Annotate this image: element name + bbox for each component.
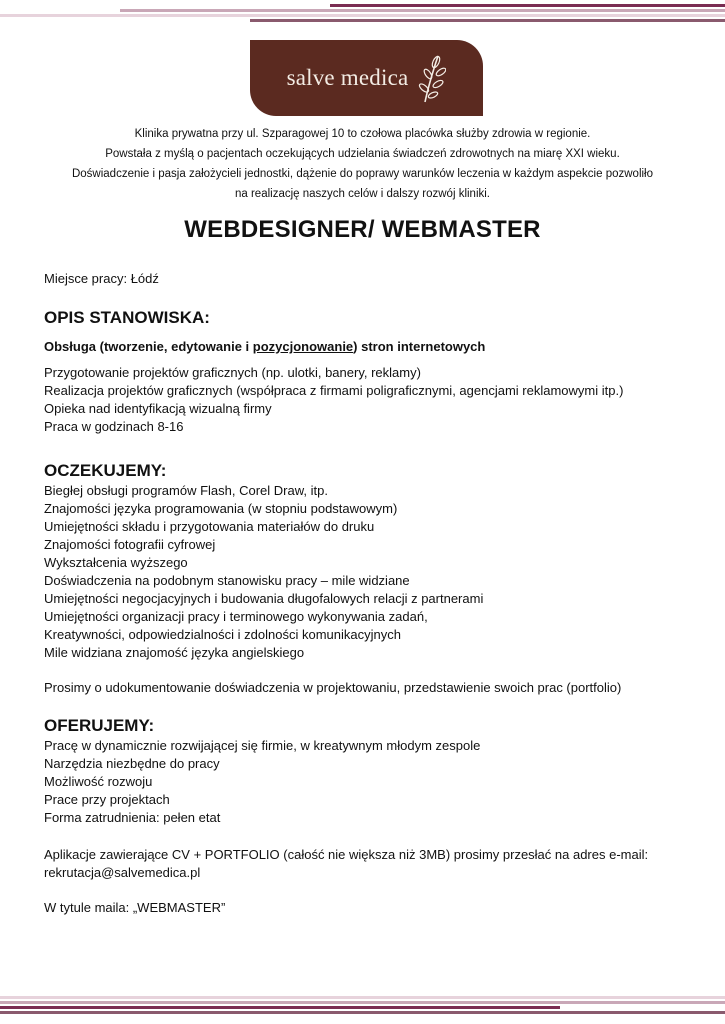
job-title: WEBDESIGNER/ WEBMASTER [184,216,541,243]
list-item: Realizacja projektów graficznych (współpraca z firmami poligraficznymi, agencjami reklamowymi itp.) [44,383,624,398]
application-section [44,846,704,917]
intro-text [30,124,695,204]
list-item: Prace przy projektach [44,792,170,807]
list-item: Znajomości języka programowania (w stopniu podstawowym) [44,501,398,516]
intro-line: na realizację naszych celów i dalszy rozwój kliniki. [234,188,491,200]
list-item: Forma zatrudnienia: pełen etat [44,810,221,825]
portfolio-note: Prosimy o udokumentowanie doświadczenia w projektowaniu, przedstawienie swoich prac (portfolio) [44,680,622,695]
subheading-post: ) stron internetowych [353,339,486,354]
list-item: Możliwość rozwoju [44,774,153,789]
list-item: Narzędzia niezbędne do pracy [44,756,220,771]
application-email: rekrutacja@salvemedica.pl [44,865,201,880]
logo-text: salve medica [286,65,409,90]
offer-heading: OFERUJEMY: [44,716,155,735]
offer-section [44,715,704,827]
list-item: Kreatywności, odpowiedzialności i zdolności komunikacyjnych [44,627,401,642]
list-item: Umiejętności negocjacyjnych i budowania długofalowych relacji z partnerami [44,591,484,606]
description-subheading [44,338,704,356]
expectations-heading: OCZEKUJEMY: [44,461,167,480]
list-item: Mile widziana znajomość języka angielskiego [44,645,305,660]
list-item: Znajomości fotografii cyfrowej [44,537,216,552]
application-text: Aplikacje zawierające CV + PORTFOLIO (całość nie większa niż 3MB) prosimy przesłać na adres e-mail: [44,847,649,862]
intro-line: Powstała z myślą o pacjentach oczekujących udzielania świadczeń zdrowotnych na miarę XXI wieku. [105,148,620,160]
intro-line: Doświadczenie i pasja założycieli jednostki, dążenie do poprawy warunków leczenia w każdym aspekcie pozwoliło [71,168,654,180]
leaf-branch-icon [416,52,446,104]
list-item: Doświadczenia na podobnym stanowisku pracy – mile widziane [44,573,410,588]
list-item: Przygotowanie projektów graficznych (np. ulotki, banery, reklamy) [44,365,421,380]
subheading-pre: Obsługa (tworzenie, edytowanie i [44,339,253,354]
list-item: Umiejętności składu i przygotowania materiałów do druku [44,519,375,534]
location [44,270,704,288]
list-item: Pracę w dynamicznie rozwijającej się firmie, w kreatywnym młodym zespole [44,738,481,753]
subheading-underlined: pozycjonowanie [252,339,354,354]
location-text: Miejsce pracy: Łódź [44,271,159,286]
list-item: Wykształcenia wyższego [44,555,188,570]
list-item: Opieka nad identyfikacją wizualną firmy [44,401,272,416]
description-section [44,307,704,436]
list-item: Biegłej obsługi programów Flash, Corel Draw, itp. [44,483,328,498]
list-item: Praca w godzinach 8-16 [44,419,184,434]
description-heading: OPIS STANOWISKA: [44,308,210,327]
expectations-section [44,460,704,697]
intro-line: Klinika prywatna przy ul. Szparagowej 10 to czołowa placówka służby zdrowia w regionie. [134,128,591,140]
logo [250,40,483,116]
list-item: Umiejętności organizacji pracy i terminowego wykonywania zadań, [44,609,428,624]
email-subject: W tytule maila: „WEBMASTER” [44,900,226,915]
